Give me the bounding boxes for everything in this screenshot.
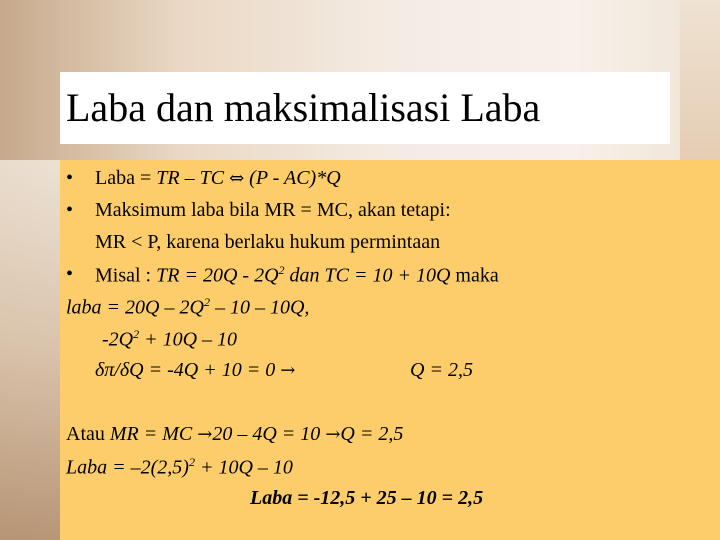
line-profit-definition xyxy=(95,167,341,190)
right-arrow-icon: → xyxy=(280,360,296,381)
line-example xyxy=(95,263,499,288)
text: maka xyxy=(450,264,499,287)
line-max-profit: Maksimum laba bila MR = MC, akan tetapi: xyxy=(95,199,451,221)
text: Misal : xyxy=(95,264,157,287)
text: (P - AC)*Q xyxy=(244,167,341,189)
text: Q = 2,5 xyxy=(340,423,404,445)
bullet-marker: • xyxy=(66,167,74,189)
line-mr-less-p: MR < P, karena berlaku hukum permintaan xyxy=(95,231,441,253)
line-profit-result: Laba = -12,5 + 25 – 10 = 2,5 xyxy=(250,487,484,509)
text: laba = 20Q – 2Q xyxy=(66,296,204,319)
text: 20 – 4Q = 10 xyxy=(212,423,326,445)
bullet-marker: • xyxy=(66,263,74,285)
line-alternative xyxy=(66,423,403,446)
background-right xyxy=(680,0,720,160)
line-profit-substitution xyxy=(66,455,293,480)
text: TR = 20Q - 2Q xyxy=(156,264,279,287)
line-simplified xyxy=(102,327,237,352)
bullet-marker: • xyxy=(66,199,74,221)
text: MR = MC xyxy=(109,423,198,445)
text: + 10Q – 10 xyxy=(139,328,238,351)
text: TR – TC xyxy=(156,167,230,189)
text: – 10 – 10Q, xyxy=(209,296,310,319)
text: dan TC = 10 + 10Q xyxy=(284,264,451,287)
text: -2Q xyxy=(102,328,134,351)
superscript: 2 xyxy=(133,327,140,341)
text: Atau xyxy=(66,423,110,445)
superscript: 2 xyxy=(188,455,195,469)
text: δπ/δQ = -4Q + 10 = 0 xyxy=(95,359,281,381)
superscript: 2 xyxy=(203,295,210,309)
text: Laba = –2(2,5) xyxy=(66,456,189,479)
superscript: 2 xyxy=(278,263,285,277)
text: + 10Q – 10 xyxy=(194,456,293,479)
double-arrow-icon: ⇔ xyxy=(229,168,245,189)
right-arrow-icon: → xyxy=(325,424,341,445)
line-derivative xyxy=(95,359,295,382)
line-derivative-result: Q = 2,5 xyxy=(410,359,473,381)
line-profit-expression xyxy=(66,295,309,320)
slide-title: Laba dan maksimalisasi Laba xyxy=(66,85,541,130)
right-arrow-icon: → xyxy=(197,424,213,445)
text: Laba = xyxy=(95,167,157,189)
